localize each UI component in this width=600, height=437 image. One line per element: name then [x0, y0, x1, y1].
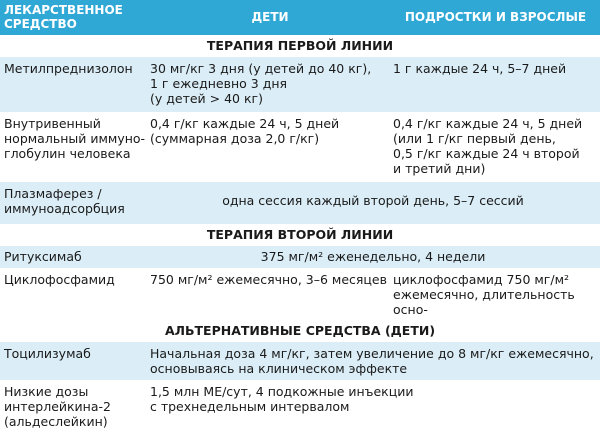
shared-dose: 375 мг/м² еженедельно, 4 недели: [260, 249, 486, 264]
text-line: Низкие дозы: [4, 384, 89, 399]
header-drug: [4, 3, 146, 31]
header-adults: ПОДРОСТКИ И ВЗРОСЛЫЕ: [404, 10, 587, 24]
table-row-tocilizumab: [0, 342, 600, 380]
text-line: глобулин человека: [4, 146, 131, 161]
text-line: и третий дни): [393, 161, 486, 176]
section-first-line: ТЕРАПИЯ ПЕРВОЙ ЛИНИИ: [0, 35, 600, 57]
section-second-line: ТЕРАПИЯ ВТОРОЙ ЛИНИИ: [0, 224, 600, 246]
text-line: иммуноадсорбция: [4, 201, 125, 216]
text-line: интерлейкина-2: [4, 399, 111, 414]
table-row-ivig: [0, 112, 600, 182]
text-line: с трехнедельным интервалом: [150, 399, 350, 414]
text-line: (суммарная доза 2,0 г/кг): [150, 131, 320, 146]
drug-name: Метилпреднизолон: [4, 61, 133, 76]
shared-dose: одна сессия каждый второй день, 5–7 сессий: [222, 193, 524, 208]
text-line: 1 г ежедневно 3 дня: [150, 76, 288, 91]
text-line: 1,5 млн МЕ/сут, 4 подкожные инъекции: [150, 384, 414, 399]
text-line: нормальный иммуно-: [4, 131, 146, 146]
text-line: 0,5 г/кг каждые 24 ч второй: [393, 146, 580, 161]
text-line: (или 1 г/кг первый день,: [393, 131, 556, 146]
section-alternative: АЛЬТЕРНАТИВНЫЕ СРЕДСТВА (ДЕТИ): [0, 320, 600, 342]
children-dose: [150, 116, 390, 146]
table-row-il2: [0, 380, 600, 437]
header-drug-line2: СРЕДСТВО: [4, 17, 77, 31]
table-header: [0, 0, 600, 35]
text-line: основываясь на клиническом эффекте: [150, 361, 408, 376]
drug-name: [4, 186, 146, 216]
table-row-cyclophosphamide: [0, 268, 600, 320]
drug-name: [4, 116, 146, 161]
text-line: Начальная доза 4 мг/кг, затем увеличение до 8 мг/кг ежемесячно,: [150, 346, 594, 361]
children-dose: 750 мг/м² ежемесячно, 3–6 месяцев: [150, 272, 387, 287]
table-row-methylprednisolone: [0, 57, 600, 112]
text-line: (альдеслейкин): [4, 414, 108, 429]
text-line: 30 мг/кг 3 дня (у детей до 40 кг),: [150, 61, 372, 76]
text-line: циклофосфамид 750 мг/м²: [393, 272, 570, 287]
text-line: Внутривенный: [4, 116, 101, 131]
drug-name: Тоцилизумаб: [4, 346, 91, 361]
shared-dose: [150, 384, 596, 414]
children-dose: [150, 61, 390, 106]
drug-name: Ритуксимаб: [4, 249, 82, 264]
drug-name: [4, 384, 146, 429]
drug-name: Циклофосфамид: [4, 272, 115, 287]
adults-dose: 1 г каждые 24 ч, 5–7 дней: [393, 61, 567, 76]
table-row-plasmapheresis: [0, 182, 600, 224]
text-line: ежемесячно, длительность осно-: [393, 287, 575, 317]
text-line: 0,4 г/кг каждые 24 ч, 5 дней: [393, 116, 583, 131]
text-line: Плазмаферез /: [4, 186, 102, 201]
table-row-rituximab: [0, 246, 600, 268]
shared-dose: [150, 346, 596, 376]
adults-dose: [393, 116, 598, 176]
header-drug-line1: ЛЕКАРСТВЕННОЕ: [4, 3, 123, 17]
text-line: 0,4 г/кг каждые 24 ч, 5 дней: [150, 116, 340, 131]
text-line: (у детей > 40 кг): [150, 91, 263, 106]
header-children: ДЕТИ: [251, 10, 289, 24]
